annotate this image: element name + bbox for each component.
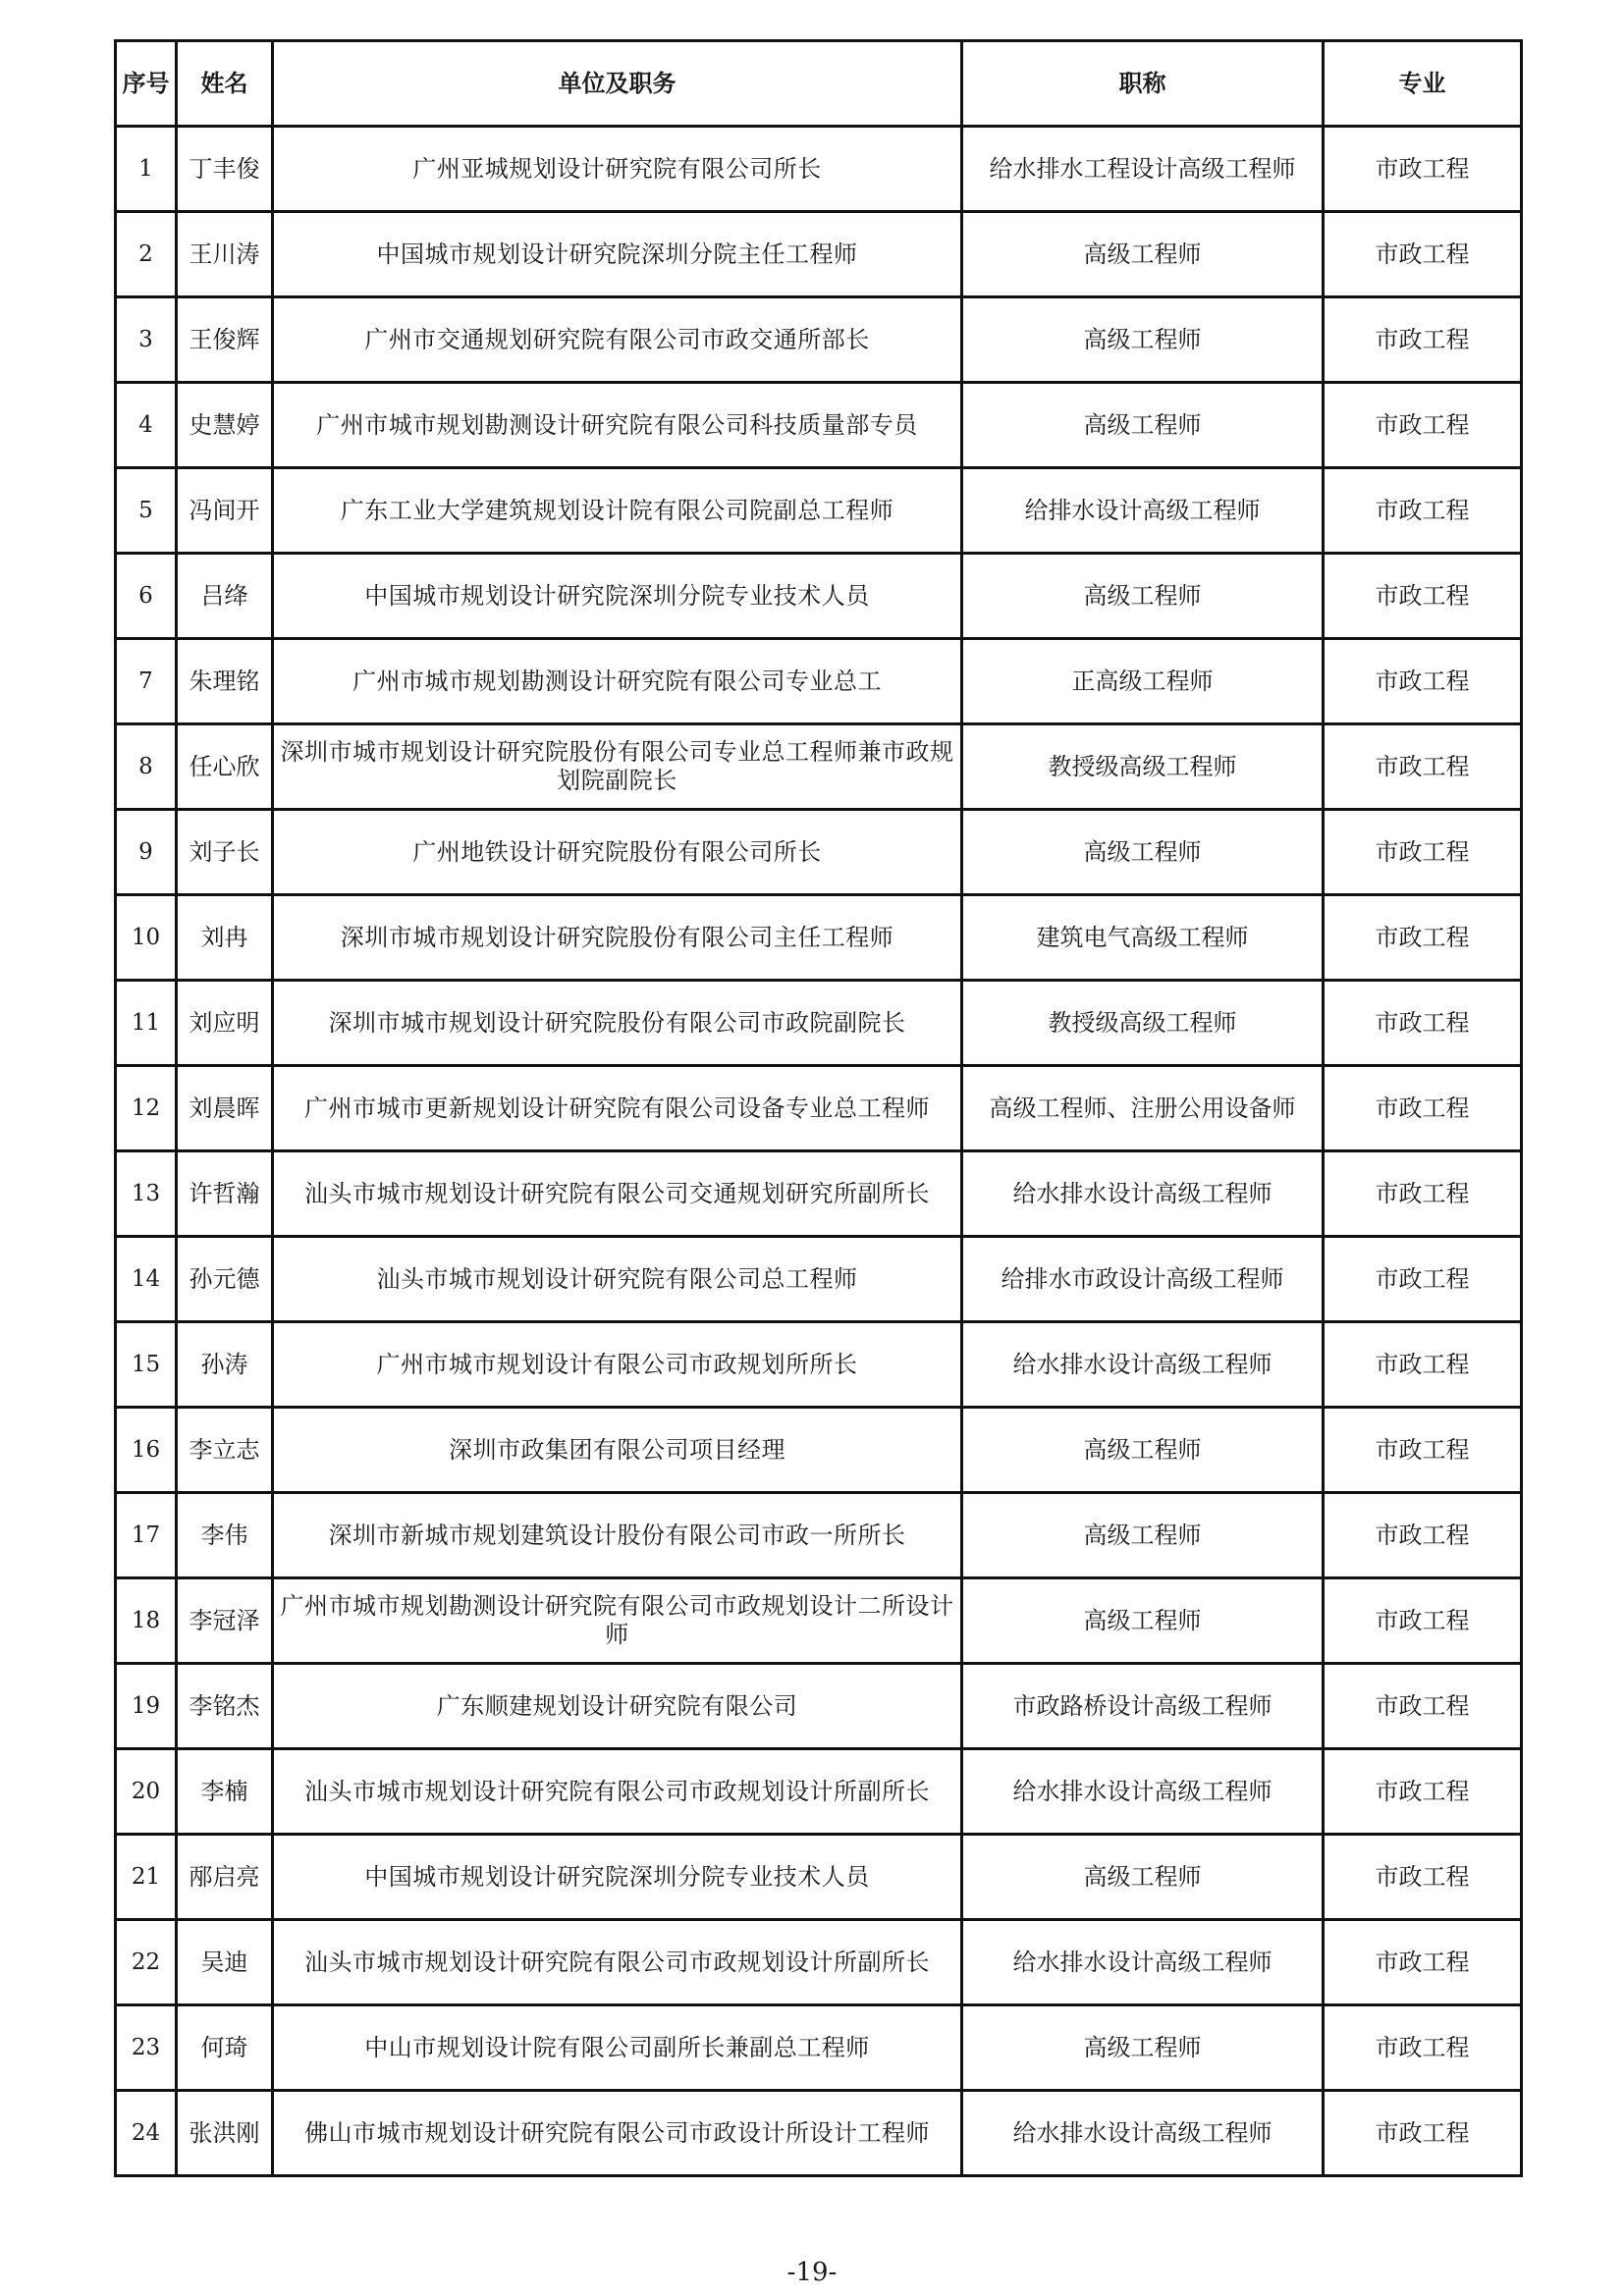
cell-title: 高级工程师: [962, 1493, 1324, 1578]
header-major: 专业: [1324, 41, 1522, 127]
table-row: [116, 981, 1522, 1066]
cell-unit: 汕头市城市规划设计研究院有限公司交通规划研究所副所长: [273, 1151, 962, 1237]
header-name: 姓名: [177, 41, 273, 127]
cell-unit: 广州地铁设计研究院股份有限公司所长: [273, 810, 962, 895]
cell-major: 市政工程: [1324, 1749, 1522, 1835]
table-row: [116, 2005, 1522, 2091]
cell-name: 王俊辉: [177, 297, 273, 383]
cell-major: 市政工程: [1324, 1237, 1522, 1322]
cell-title: 给排水设计高级工程师: [962, 468, 1324, 554]
cell-major: 市政工程: [1324, 2091, 1522, 2176]
cell-unit: 广州亚城规划设计研究院有限公司所长: [273, 127, 962, 212]
cell-title: 高级工程师: [962, 1578, 1324, 1664]
table-row: [116, 1578, 1522, 1664]
cell-major: 市政工程: [1324, 468, 1522, 554]
cell-major: 市政工程: [1324, 1322, 1522, 1408]
cell-unit: 广东工业大学建筑规划设计院有限公司院副总工程师: [273, 468, 962, 554]
cell-major: 市政工程: [1324, 127, 1522, 212]
table-row: [116, 639, 1522, 724]
cell-seq: 8: [116, 724, 177, 810]
cell-name: 冯间开: [177, 468, 273, 554]
cell-unit: 汕头市城市规划设计研究院有限公司市政规划设计所副所长: [273, 1749, 962, 1835]
cell-major: 市政工程: [1324, 554, 1522, 639]
table-row: [116, 2091, 1522, 2176]
cell-title: 高级工程师: [962, 554, 1324, 639]
table-body: [116, 127, 1522, 2176]
cell-seq: 5: [116, 468, 177, 554]
cell-title: 给水排水设计高级工程师: [962, 2091, 1324, 2176]
cell-name: 李铭杰: [177, 1664, 273, 1749]
table-row: [116, 1322, 1522, 1408]
cell-title: 建筑电气高级工程师: [962, 895, 1324, 981]
cell-unit: 广州市城市规划勘测设计研究院有限公司科技质量部专员: [273, 383, 962, 468]
cell-unit: 中国城市规划设计研究院深圳分院专业技术人员: [273, 1835, 962, 1920]
cell-unit: 中山市规划设计院有限公司副所长兼副总工程师: [273, 2005, 962, 2091]
cell-seq: 1: [116, 127, 177, 212]
cell-major: 市政工程: [1324, 724, 1522, 810]
table-row: [116, 1237, 1522, 1322]
cell-seq: 11: [116, 981, 177, 1066]
page-number: -19-: [786, 2258, 838, 2287]
cell-name: 丁丰俊: [177, 127, 273, 212]
cell-seq: 22: [116, 1920, 177, 2005]
cell-seq: 18: [116, 1578, 177, 1664]
cell-title: 给水排水设计高级工程师: [962, 1151, 1324, 1237]
cell-major: 市政工程: [1324, 212, 1522, 297]
cell-unit: 佛山市城市规划设计研究院有限公司市政设计所设计工程师: [273, 2091, 962, 2176]
cell-name: 李冠泽: [177, 1578, 273, 1664]
table-header: [116, 41, 1522, 127]
personnel-table: [114, 39, 1523, 2177]
cell-name: 刘子长: [177, 810, 273, 895]
cell-seq: 2: [116, 212, 177, 297]
cell-unit: 广州市城市规划设计有限公司市政规划所所长: [273, 1322, 962, 1408]
cell-seq: 24: [116, 2091, 177, 2176]
cell-seq: 19: [116, 1664, 177, 1749]
cell-unit: 广州市城市更新规划设计研究院有限公司设备专业总工程师: [273, 1066, 962, 1151]
cell-seq: 3: [116, 297, 177, 383]
cell-title: 高级工程师: [962, 1408, 1324, 1493]
cell-unit: 广东顺建规划设计研究院有限公司: [273, 1664, 962, 1749]
cell-seq: 16: [116, 1408, 177, 1493]
table-row: [116, 895, 1522, 981]
cell-major: 市政工程: [1324, 981, 1522, 1066]
cell-name: 吕绛: [177, 554, 273, 639]
table-row: [116, 1664, 1522, 1749]
cell-major: 市政工程: [1324, 895, 1522, 981]
cell-seq: 14: [116, 1237, 177, 1322]
table-row: [116, 1493, 1522, 1578]
cell-unit: 汕头市城市规划设计研究院有限公司市政规划设计所副所长: [273, 1920, 962, 2005]
cell-seq: 6: [116, 554, 177, 639]
cell-major: 市政工程: [1324, 1066, 1522, 1151]
table-row: [116, 1835, 1522, 1920]
header-row: [116, 41, 1522, 127]
cell-title: 给水排水设计高级工程师: [962, 1920, 1324, 2005]
cell-unit: 深圳市政集团有限公司项目经理: [273, 1408, 962, 1493]
table-row: [116, 1066, 1522, 1151]
cell-name: 许哲瀚: [177, 1151, 273, 1237]
cell-title: 高级工程师、注册公用设备师: [962, 1066, 1324, 1151]
table-row: [116, 1151, 1522, 1237]
table-row: [116, 127, 1522, 212]
cell-unit: 中国城市规划设计研究院深圳分院专业技术人员: [273, 554, 962, 639]
cell-seq: 20: [116, 1749, 177, 1835]
cell-major: 市政工程: [1324, 810, 1522, 895]
cell-unit: 深圳市城市规划设计研究院股份有限公司专业总工程师兼市政规划院副院长: [273, 724, 962, 810]
cell-major: 市政工程: [1324, 383, 1522, 468]
cell-name: 何琦: [177, 2005, 273, 2091]
cell-title: 高级工程师: [962, 383, 1324, 468]
cell-unit: 中国城市规划设计研究院深圳分院主任工程师: [273, 212, 962, 297]
table-row: [116, 554, 1522, 639]
cell-major: 市政工程: [1324, 1578, 1522, 1664]
cell-major: 市政工程: [1324, 1920, 1522, 2005]
cell-name: 孙元德: [177, 1237, 273, 1322]
cell-major: 市政工程: [1324, 1835, 1522, 1920]
cell-unit: 广州市城市规划勘测设计研究院有限公司市政规划设计二所设计师: [273, 1578, 962, 1664]
header-seq: 序号: [116, 41, 177, 127]
cell-name: 邴启亮: [177, 1835, 273, 1920]
table-row: [116, 297, 1522, 383]
cell-name: 李楠: [177, 1749, 273, 1835]
cell-name: 任心欣: [177, 724, 273, 810]
cell-title: 给水排水设计高级工程师: [962, 1749, 1324, 1835]
cell-name: 吴迪: [177, 1920, 273, 2005]
table-row: [116, 1749, 1522, 1835]
cell-title: 高级工程师: [962, 297, 1324, 383]
cell-seq: 15: [116, 1322, 177, 1408]
cell-name: 王川涛: [177, 212, 273, 297]
cell-name: 刘冉: [177, 895, 273, 981]
cell-major: 市政工程: [1324, 1493, 1522, 1578]
cell-name: 孙涛: [177, 1322, 273, 1408]
cell-major: 市政工程: [1324, 1151, 1522, 1237]
cell-title: 正高级工程师: [962, 639, 1324, 724]
cell-seq: 4: [116, 383, 177, 468]
cell-major: 市政工程: [1324, 2005, 1522, 2091]
table-row: [116, 468, 1522, 554]
cell-title: 高级工程师: [962, 2005, 1324, 2091]
cell-name: 李立志: [177, 1408, 273, 1493]
header-unit: 单位及职务: [273, 41, 962, 127]
cell-major: 市政工程: [1324, 639, 1522, 724]
table-row: [116, 1408, 1522, 1493]
table-row: [116, 1920, 1522, 2005]
cell-unit: 广州市城市规划勘测设计研究院有限公司专业总工: [273, 639, 962, 724]
cell-unit: 深圳市城市规划设计研究院股份有限公司市政院副院长: [273, 981, 962, 1066]
header-title: 职称: [962, 41, 1324, 127]
cell-seq: 23: [116, 2005, 177, 2091]
cell-unit: 深圳市城市规划设计研究院股份有限公司主任工程师: [273, 895, 962, 981]
table-row: [116, 724, 1522, 810]
cell-name: 史慧婷: [177, 383, 273, 468]
cell-seq: 21: [116, 1835, 177, 1920]
cell-major: 市政工程: [1324, 1664, 1522, 1749]
cell-unit: 广州市交通规划研究院有限公司市政交通所部长: [273, 297, 962, 383]
cell-name: 朱理铭: [177, 639, 273, 724]
cell-title: 给水排水设计高级工程师: [962, 1322, 1324, 1408]
cell-name: 李伟: [177, 1493, 273, 1578]
cell-name: 张洪刚: [177, 2091, 273, 2176]
cell-name: 刘晨晖: [177, 1066, 273, 1151]
cell-unit: 汕头市城市规划设计研究院有限公司总工程师: [273, 1237, 962, 1322]
cell-seq: 7: [116, 639, 177, 724]
cell-name: 刘应明: [177, 981, 273, 1066]
cell-title: 教授级高级工程师: [962, 981, 1324, 1066]
cell-unit: 深圳市新城市规划建筑设计股份有限公司市政一所所长: [273, 1493, 962, 1578]
table-row: [116, 383, 1522, 468]
cell-title: 高级工程师: [962, 212, 1324, 297]
cell-seq: 10: [116, 895, 177, 981]
cell-seq: 12: [116, 1066, 177, 1151]
cell-title: 高级工程师: [962, 1835, 1324, 1920]
cell-title: 高级工程师: [962, 810, 1324, 895]
cell-title: 市政路桥设计高级工程师: [962, 1664, 1324, 1749]
cell-seq: 13: [116, 1151, 177, 1237]
cell-seq: 9: [116, 810, 177, 895]
cell-title: 教授级高级工程师: [962, 724, 1324, 810]
cell-major: 市政工程: [1324, 297, 1522, 383]
table-row: [116, 212, 1522, 297]
cell-major: 市政工程: [1324, 1408, 1522, 1493]
table-row: [116, 810, 1522, 895]
cell-seq: 17: [116, 1493, 177, 1578]
cell-title: 给排水市政设计高级工程师: [962, 1237, 1324, 1322]
cell-title: 给水排水工程设计高级工程师: [962, 127, 1324, 212]
